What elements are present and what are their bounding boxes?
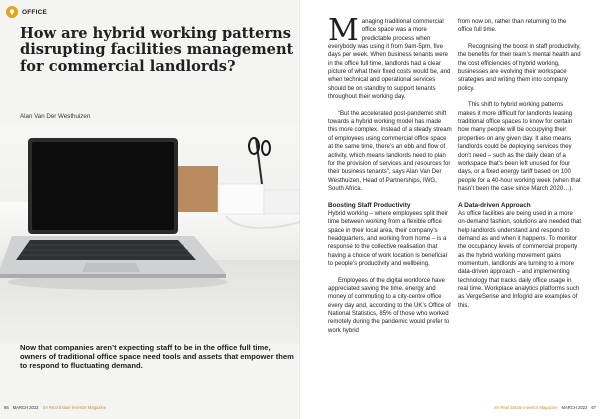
paragraph: This shift to hybrid working patterns makes it more difficult for landlords leasing traditional office spaces to know for certain how many people will be occupying their properties on any given day. It also means landlords could be deploying services they don’t need – such as the daily clean of a workspace that’s been left unused for four days, or a fixed energy tariff based on 100 people for a 40-hour working week (when that hasn’t been the case since March 2020…). <box>458 102 581 192</box>
paragraph: Recognising the boost in staff productivity, the benefits for their team’s mental health and the cost efficiencies of hybrid working, businesses are evolving their workspace strategies and writing them into company policy. <box>458 44 581 92</box>
issue-date-left: MARCH 2022 <box>12 405 39 410</box>
opening-paragraph-text: anaging traditional commercial office space was a more predictable process when everybody was using it from 9am-5pm, five days per week. When business tenants were in the office full time, landlords had a clear picture of what their fixed costs would be, and when technical and operational services should be on standby to support tenants throughout their working day. <box>328 19 451 101</box>
publication-name-right: SA Real Estate Investor Magazine <box>493 405 558 410</box>
section-label: OFFICE <box>22 8 48 16</box>
paragraph: Hybrid working – where employees split their time between working from a flexible office space in their local area, their company’s headquarters, and working from home – is a response to the collective realisation that having a choice of work location is beneficial to people’s productivity and wellbeing. <box>328 210 448 267</box>
page-number-left: 66 <box>4 405 9 410</box>
laptop-illustration <box>0 124 300 344</box>
publication-name-left: SA Real Estate Investor Magazine <box>42 405 107 410</box>
subheading-staff-productivity: Boosting Staff Productivity <box>328 201 411 209</box>
drop-cap: M <box>328 13 359 48</box>
subheading-data-driven: A Data-driven Approach <box>458 201 531 209</box>
page-number-right: 67 <box>591 405 596 410</box>
issue-date-right: MARCH 2022 <box>561 405 588 410</box>
article-headline: How are hybrid working patterns disrupting facilities management for commercial landlords? <box>20 25 294 75</box>
folio-left <box>4 405 106 410</box>
text-column-1 <box>328 13 452 343</box>
paragraph: from now on, rather than returning to the office full time. <box>458 19 567 34</box>
article-author: Alan Van Der Westhuizen <box>20 113 91 120</box>
text-column-2 <box>458 18 582 318</box>
section-tag <box>6 6 47 18</box>
lightbulb-icon <box>6 6 18 18</box>
hero-photo <box>0 124 300 344</box>
opening-paragraph <box>328 13 452 101</box>
right-page <box>300 0 600 419</box>
folio-right <box>494 405 596 410</box>
paragraph: Employees of the digital workforce have appreciated saving the time, energy and money of commuting to a city-centre office every day and, according to the UK’s Office of National Statistics, 85% of those who worked remotely during the pandemic would prefer to work hybrid <box>328 277 451 334</box>
paragraph: As office facilities are being used in a more on-demand fashion, solutions are needed that help landlords understand and respond to demand as and when it happens. To monitor the occupancy levels of commercial property as the hybrid working movement gains momentum, landlords are turning to a more data-driven approach – and implementing technology that tracks daily office usage in real time. Workplace analytics platforms such as VergeSense and Infogrid are examples of this. <box>458 210 582 309</box>
article-lede: Now that companies aren’t expecting staff to be in the office full time, owners of traditional office space need tools and assets that empower them to respond to fluctuating demand. <box>20 343 294 371</box>
paragraph: “But the accelerated post-pandemic shift towards a hybrid working model has made this more complex. Instead of a steady stream of employees using commercial office space at the same time, there’s an ebb and flow of activity, which means landlords need to plan for the provision of services and resources for their business tenants”, says Alan Van Der Westhuizen, Head of Partnerships, IWG, South Africa. <box>328 110 452 192</box>
